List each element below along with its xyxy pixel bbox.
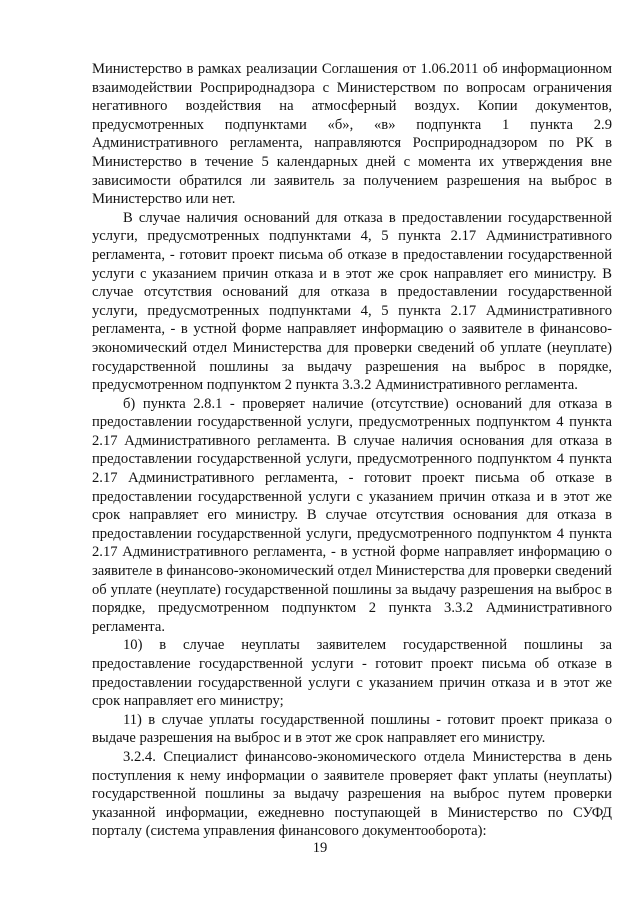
- page-number: 19: [312, 840, 328, 856]
- paragraph-subitem-b: б) пункта 2.8.1 - проверяет наличие (отсутствие) оснований для отказа в предоставлении государственной услуги, предусмотренных подпунктом 4 пункта 2.17 Административного регламента. В случае наличия основания для отказа в предоставлении государственной услуги, предусмотренного подпунктом 4 пункта 2.17 Административного регламента, - готовит проект письма об отказе в предоставлении государственной услуги с указанием причин отказа и в этот же срок направляет его министру. В случае отсутствия основания для отказа в предоставлении государственной услуги, предусмотренного подпунктом 4 пункта 2.17 Административного регламента, - в устной форме направляет информацию о заявителе в финансово-экономический отдел Министерства для проверки сведений об уплате (неуплате) государственной пошлины за выдачу разрешения на выброс в порядке, предусмотренном подпунктом 2 пункта 3.3.2 Административного регламента.: [92, 395, 612, 635]
- paragraph-item-11: 11) в случае уплаты государственной пошлины - готовит проект приказа о выдаче разрешения на выброс и в этот же срок направляет его министру.: [92, 711, 612, 747]
- paragraph-agreement-copies: Министерство в рамках реализации Соглашения от 1.06.2011 об информационном взаимодействии Росприроднадзора с Министерством по вопросам ограничения негативного воздействия на атмосферный воздух. Копии документов, предусмотренных подпунктами «б», «в» подпункта 1 пункта 2.9 Административного регламента, направляются Росприроднадзором по РК в Министерство в течение 5 календарных дней с момента их утверждения вне зависимости обратился ли заявитель за получением разрешения на выброс в Министерство или нет.: [92, 61, 612, 208]
- paragraph-grounds-for-refusal: В случае наличия оснований для отказа в предоставлении государственной услуги, предусмотренных подпунктами 4, 5 пункта 2.17 Административного регламента, - готовит проект письма об отказе в предоставлении государственной услуги с указанием причин отказа и в этот же срок направляет его министру. В случае отсутствия оснований для отказа в предоставлении государственной услуги, предусмотренных подпунктами 4, 5 пункта 2.17 Административного регламента, - в устной форме направляет информацию о заявителе в финансово-экономический отдел Министерства для проверки сведений об уплате (неуплате) государственной пошлины за выдачу разрешения на выброс в порядке, предусмотренном подпунктом 2 пункта 3.3.2 Административного регламента.: [92, 209, 612, 394]
- paragraph-3-2-4: 3.2.4. Специалист финансово-экономического отдела Министерства в день поступления к нему информации о заявителе проверяет факт уплаты (неуплаты) государственной пошлины за выдачу разрешения на выброс путем проверки указанной информации, ежедневно поступающей в Министерство по СУФД порталу (система управления финансового документооборота):: [92, 748, 612, 840]
- document-page: [92, 60, 612, 841]
- paragraph-item-10: 10) в случае неуплаты заявителем государственной пошлины за предоставление государственной услуги - готовит проект письма об отказе в предоставлении государственной услуги с указанием причин отказа и в этот же срок направляет его министру;: [92, 637, 612, 710]
